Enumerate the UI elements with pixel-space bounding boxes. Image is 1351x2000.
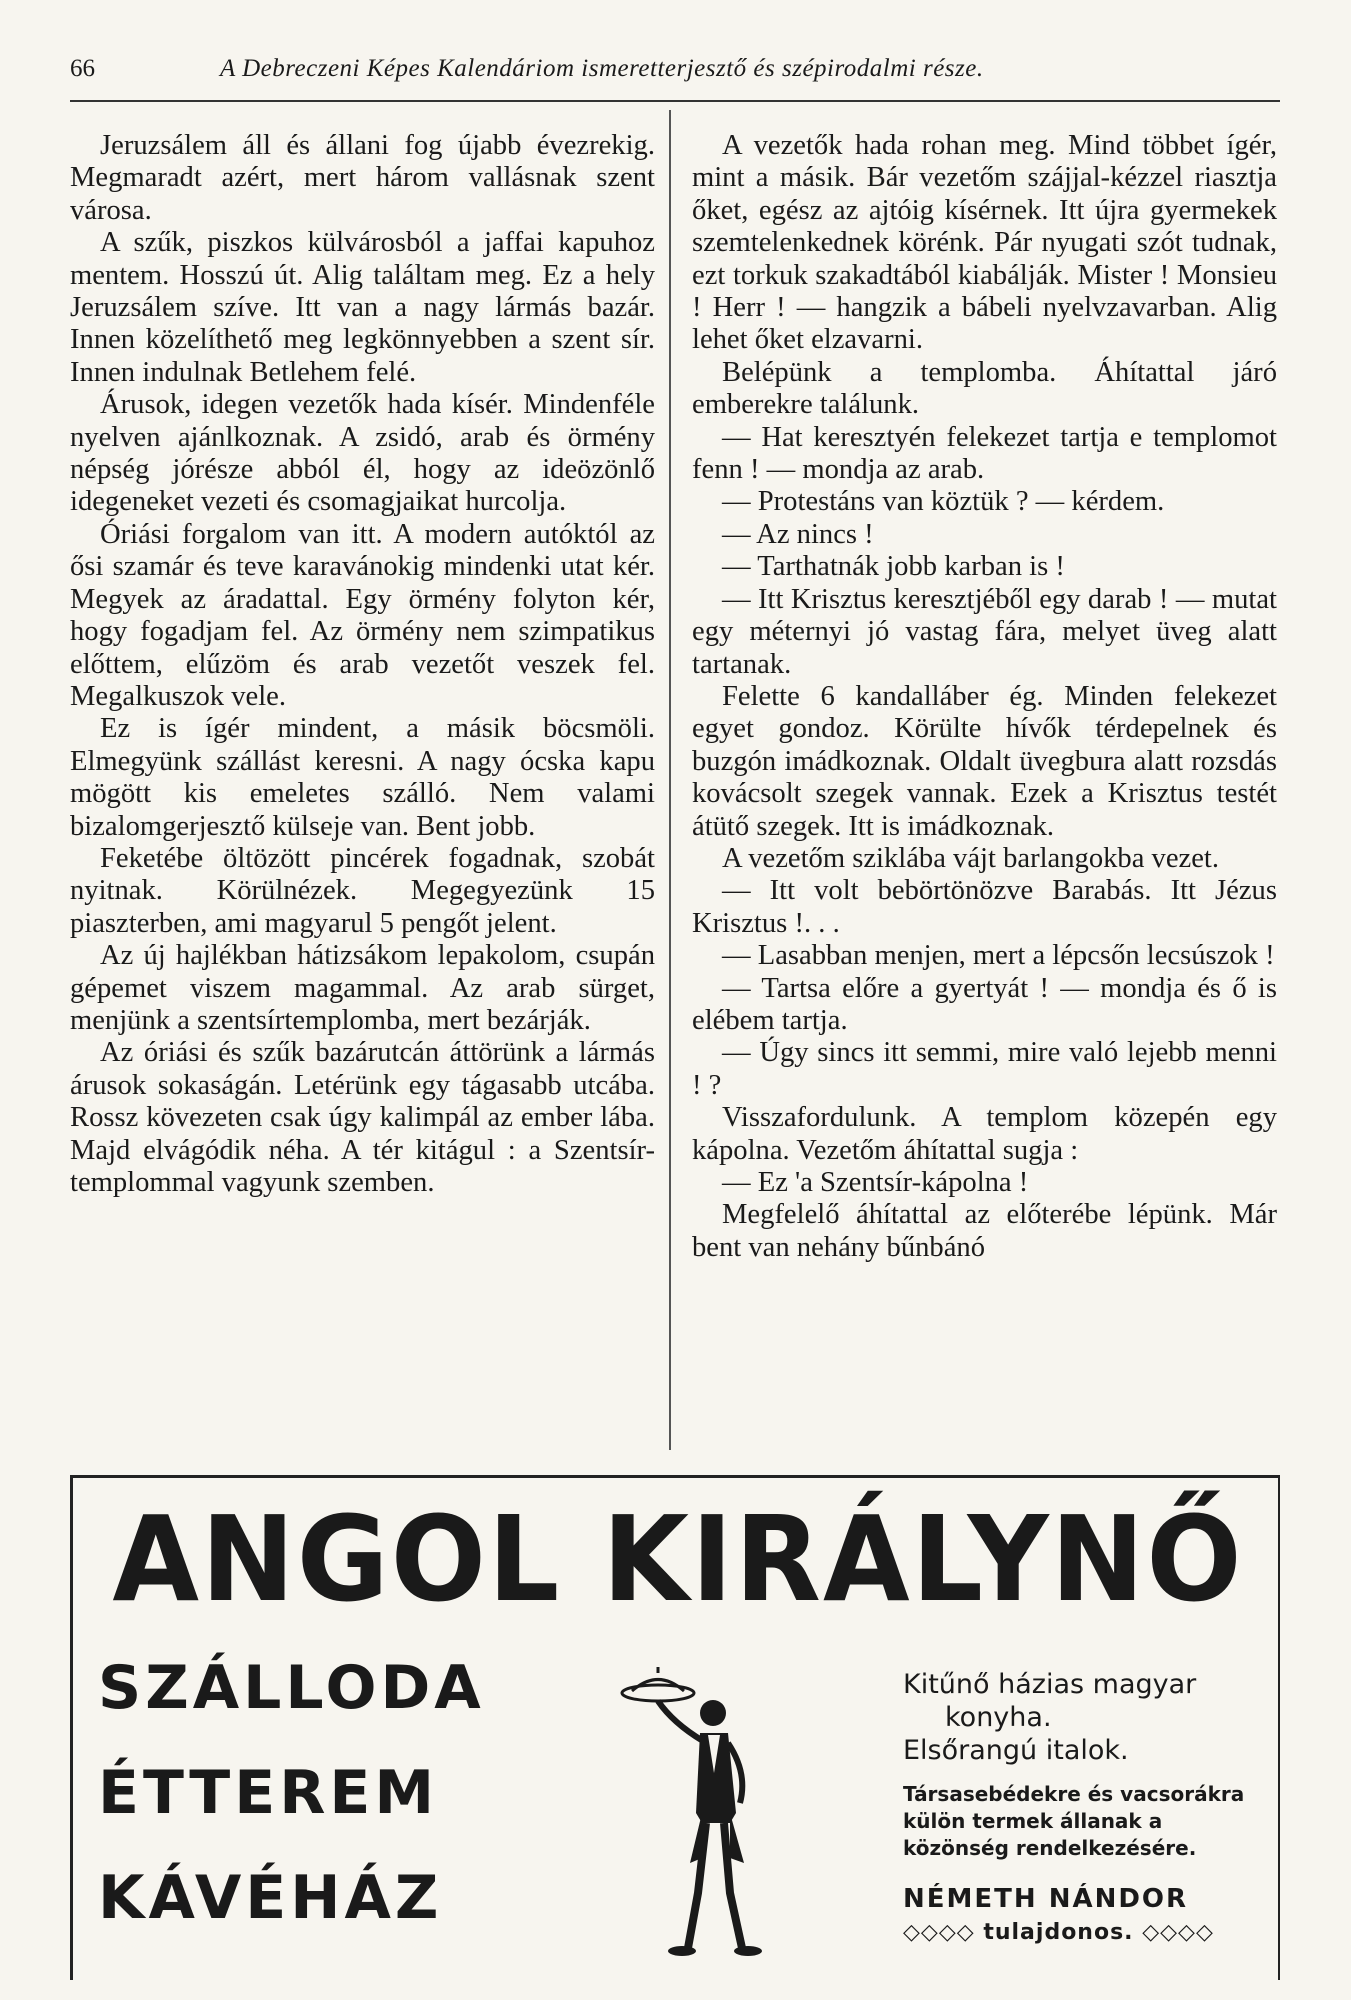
waiter-icon	[618, 1663, 798, 1963]
header-rule	[70, 100, 1280, 102]
ad-service-restaurant: ÉTTEREM	[98, 1758, 439, 1828]
paragraph: A vezetők hada rohan meg. Mind többet ígér, mint a másik. Bár vezetőm szájjal-kézzel riasztja őket, egész az ajtóig kísérnek. Itt újra gyermekek szemtelenkednek körénk. Pár nyugati szót tudnak, ezt torkuk szakadtából kiabálják. Mister ! Monsieu ! Herr ! — hangzik a bábeli nyelvzavarban. Alig lehet őket elzavarni.	[692, 130, 1277, 356]
paragraph: — Tarthatnák jobb karban is !	[722, 551, 1065, 583]
paragraph: Ez is ígér mindent, a másik böcsmöli. Elmegyünk szállást keresni. A nagy ócska kapu mögött kis emeletes szálló. Nem valami bizalomgerjesztő külseje van. Bent jobb.	[70, 713, 655, 842]
paragraph: Felette 6 kandalláber ég. Minden felekezet egyet gondoz. Körülte hívők térdepelnek és buzgón imádkoznak. Oldalt üvegbura alatt rozsdás kovácsolt szegek vannak. Ezek a Krisztus testét átütő szegek. Itt is imádkoznak.	[692, 680, 1277, 842]
right-column	[692, 130, 1277, 1264]
hotel-advertisement	[70, 1475, 1280, 1980]
page-header	[70, 55, 1280, 95]
paragraph: — Az nincs !	[722, 518, 874, 550]
paragraph: Óriási forgalom van itt. A modern autóktól az ősi szamár és teve karavánokig mindenki utat kér. Megyek az áradattal. Egy örmény folyton kér, hogy fogadjam fel. Az örmény nem szimpatikus előttem, elűzöm és arab vezetőt veszek fel. Megalkuszok vele.	[70, 518, 655, 712]
paragraph: — Ez 'a Szentsír-kápolna !	[722, 1167, 1029, 1198]
ad-service-hotel: SZÁLLODA	[98, 1653, 485, 1723]
ad-owner-title: ◇◇◇◇ tulajdonos. ◇◇◇◇	[903, 1920, 1214, 1945]
ad-headline: ANGOL KIRÁLYNŐ	[112, 1491, 1244, 1629]
paragraph: Jeruzsálem áll és állani fog újabb évezrekig. Megmaradt azért, mert három vallásnak szent városa.	[70, 130, 655, 226]
ad-owner-name: NÉMETH NÁNDOR	[903, 1884, 1189, 1914]
paragraph: A vezetőm sziklába vájt barlangokba vezet.	[722, 842, 1220, 874]
column-divider	[669, 110, 671, 1450]
paragraph: Belépünk a templomba. Áhítattal járó emberekre találunk.	[692, 356, 1277, 421]
paragraph: — Itt Krisztus keresztjéből egy darab ! — mutat egy méternyi jó vastag fára, melyet üveg alatt tartanak.	[692, 583, 1277, 680]
paragraph: — Tartsa előre a gyertyát ! — mondja és ő is elébem tartja.	[692, 972, 1277, 1036]
paragraph: Visszafordulunk. A templom közepén egy kápolna. Vezetőm áhítattal sugja :	[692, 1102, 1277, 1166]
page-number: 66	[70, 55, 95, 82]
paragraph: Az óriási és szűk bazárutcán áttörünk a lármás árusok sokaságán. Letérünk egy tágasabb utcába. Rossz kövezeten csak úgy kalimpál az ember lába. Majd elvágódik néha. A tér kitágul : a Szentsír-templommal vagyunk szemben.	[70, 1037, 655, 1198]
running-head: A Debreczeni Képes Kalendáriom ismeretterjesztő és szépirodalmi része.	[220, 55, 984, 82]
paragraph: — Hat keresztyén felekezet tartja e templomot fenn ! — mondja az arab.	[692, 421, 1277, 486]
ad-copy-line: Kitűnő házias magyar	[903, 1669, 1197, 1700]
ad-small-text: Társasebédekre és vacsorákra külön termek állanak a közönség rendelkezésére.	[903, 1782, 1245, 1860]
ad-copy-line: konyha.	[945, 1702, 1052, 1733]
paragraph: Feketébe öltözött pincérek fogadnak, szobát nyitnak. Körülnézek. Megegyezünk 15 piaszterben, ami magyarul 5 pengőt jelent.	[70, 842, 655, 939]
paragraph: — Úgy sincs itt semmi, mire való lejebb menni ! ?	[692, 1037, 1277, 1101]
left-column	[70, 130, 655, 1199]
paragraph: — Itt volt bebörtönözve Barabás. Itt Jézus Krisztus !. . .	[692, 875, 1277, 939]
paragraph: Megfelelő áhítattal az előterébe lépünk. Már bent van nehány bűnbánó	[692, 1199, 1277, 1263]
paragraph: — Protestáns van köztük ? — kérdem.	[722, 486, 1165, 518]
ad-copy	[903, 1668, 1263, 1945]
ad-copy-line: Elsőrangú italok.	[903, 1735, 1129, 1766]
paragraph: Árusok, idegen vezetők hada kísér. Mindenféle nyelven ajánlkoznak. A zsidó, arab és örmény népség jórésze abból él, hogy az ideözönlő idegeneket vezeti és csomagjaikat hurcolja.	[70, 389, 655, 518]
ad-service-cafe: KÁVÉHÁZ	[98, 1863, 443, 1933]
paragraph: — Lasabban menjen, mert a lépcsőn lecsúszok !	[722, 940, 1275, 972]
paragraph: Az új hajlékban hátizsákom lepakolom, csupán gépemet viszem magammal. Az arab sürget, menjünk a szentsírtemplomba, mert bezárják.	[70, 940, 655, 1036]
paragraph: A szűk, piszkos külvárosból a jaffai kapuhoz mentem. Hosszú út. Alig találtam meg. Ez a hely Jeruzsálem szíve. Itt van a nagy lármás bazár. Innen közelíthető meg legkönnyebben a szent sír. Innen indulnak Betlehem felé.	[70, 227, 655, 388]
